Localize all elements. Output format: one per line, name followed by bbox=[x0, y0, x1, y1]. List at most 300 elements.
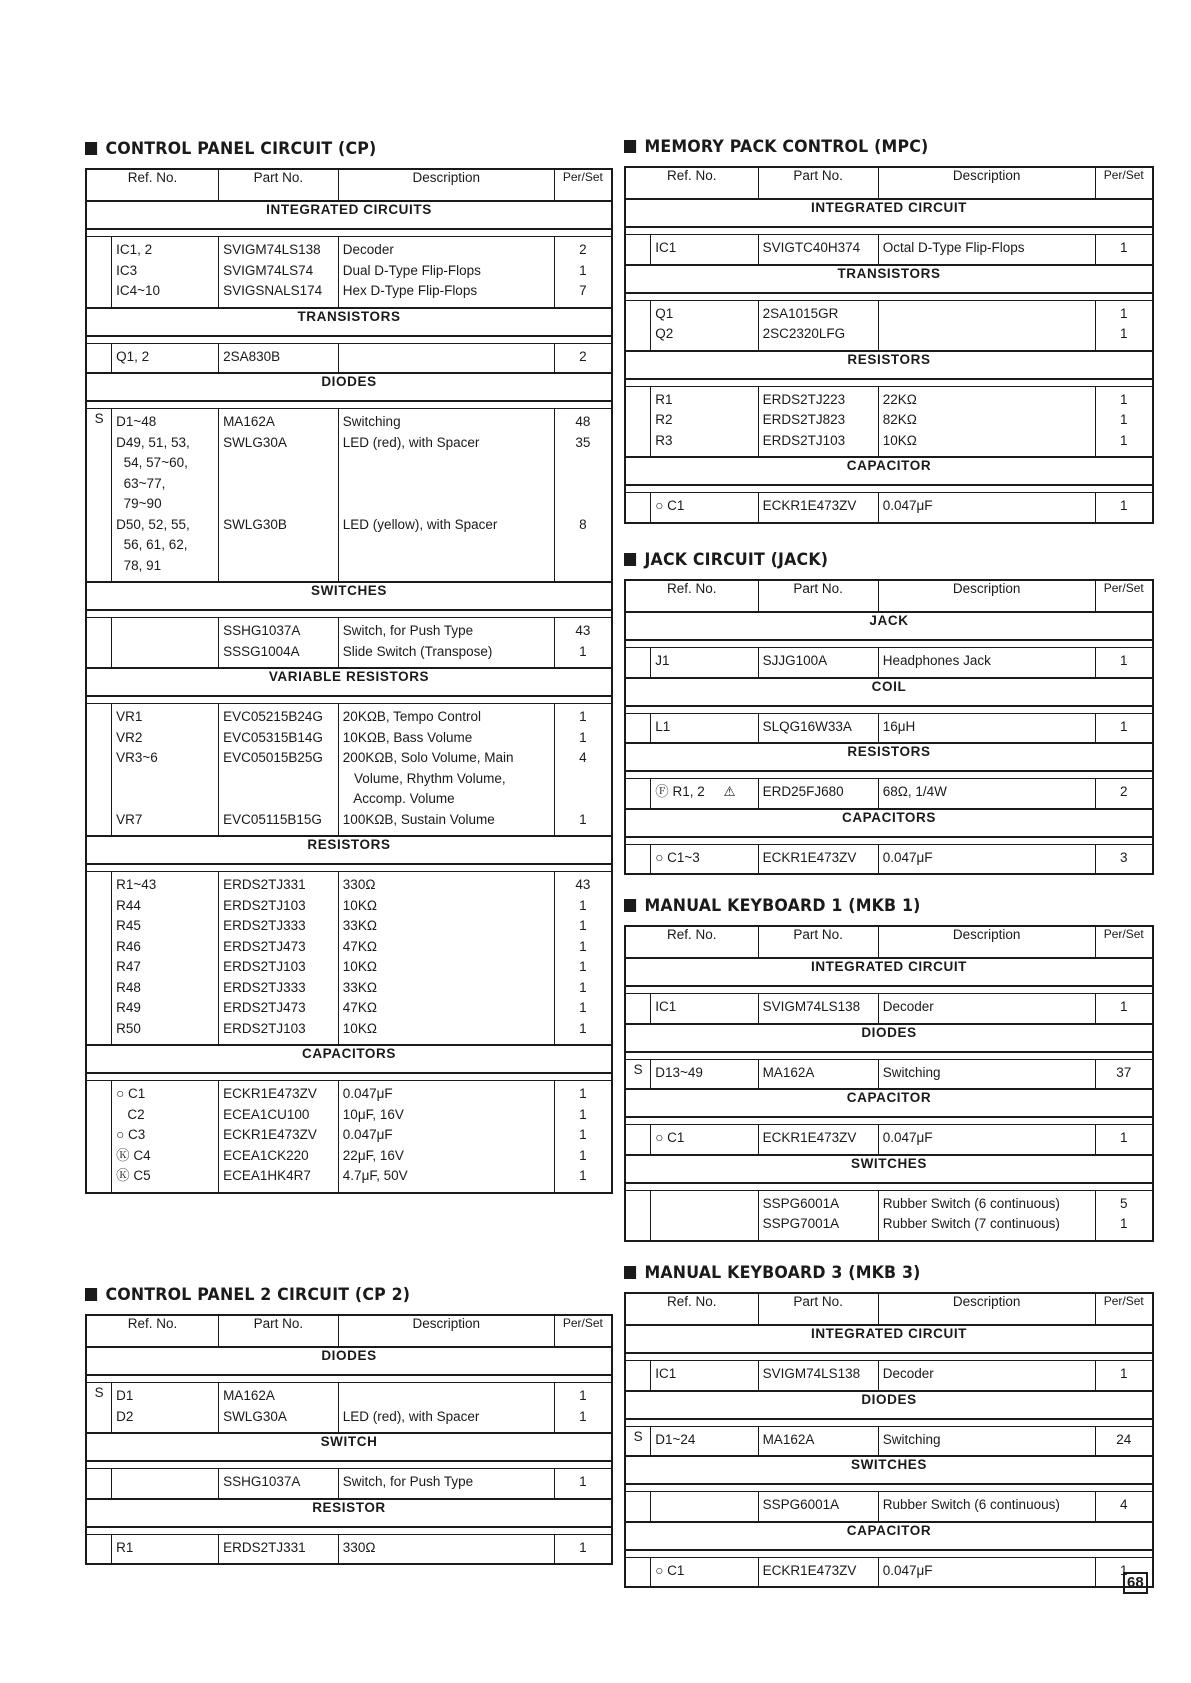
category-row bbox=[625, 743, 1153, 771]
gap-row bbox=[86, 696, 612, 704]
per-set-line: 48 bbox=[575, 414, 591, 429]
per-set-line: 1 bbox=[1120, 653, 1128, 668]
gap-row bbox=[86, 1461, 612, 1469]
ref-line: IC1 bbox=[655, 999, 677, 1014]
part-no-line: SVIGSNALS174 bbox=[223, 283, 323, 298]
category-label: SWITCHES bbox=[625, 1456, 1153, 1484]
mark-symbol bbox=[626, 1191, 650, 1212]
description-cell bbox=[878, 779, 1095, 809]
ref-cell bbox=[651, 1125, 758, 1155]
ref-cell bbox=[651, 994, 758, 1024]
description-line: Headphones Jack bbox=[882, 653, 991, 668]
part-group-row bbox=[625, 1492, 1153, 1522]
mark-cell bbox=[86, 343, 112, 373]
part-no-line: ECKR1E473ZV bbox=[223, 1086, 317, 1101]
part-group-row bbox=[625, 1361, 1153, 1391]
per-set-line: 1 bbox=[579, 959, 587, 974]
mark-symbol bbox=[626, 648, 650, 669]
part-group-row bbox=[86, 1469, 612, 1499]
part-group-row bbox=[625, 1426, 1153, 1456]
ref-line: R2 bbox=[655, 412, 673, 427]
part-no-cell bbox=[758, 1557, 878, 1587]
gap-row bbox=[625, 293, 1153, 301]
ref-line: D1 bbox=[116, 1388, 134, 1403]
mark-cell bbox=[625, 1557, 651, 1587]
description-line: 10KΩ bbox=[882, 432, 917, 448]
per-set-line: 1 bbox=[1120, 498, 1128, 513]
category-row bbox=[86, 308, 612, 336]
category-row bbox=[86, 1045, 612, 1073]
mark-symbol bbox=[626, 1558, 650, 1579]
ref-line bbox=[116, 789, 218, 810]
category-row bbox=[86, 1433, 612, 1461]
description-cell bbox=[338, 409, 554, 583]
gap-row bbox=[625, 640, 1153, 648]
description-line: 100KΩB, Sustain Volume bbox=[342, 811, 495, 827]
description-cell bbox=[878, 1492, 1095, 1522]
per-set-line: 2 bbox=[1120, 784, 1128, 799]
mark-symbol bbox=[626, 493, 650, 514]
ref-cell bbox=[651, 1557, 758, 1587]
bullet-square-icon bbox=[624, 140, 636, 153]
description-line: Rubber Switch (7 continuous) bbox=[882, 1216, 1060, 1231]
category-label: DIODES bbox=[625, 1391, 1153, 1419]
per-set-line: 37 bbox=[1116, 1064, 1132, 1080]
part-no-cell bbox=[219, 1534, 339, 1564]
part-no-line: SVIGTC40H374 bbox=[762, 240, 861, 255]
section-title-text: CONTROL PANEL 2 CIRCUIT (CP 2) bbox=[105, 1285, 411, 1305]
description-cell bbox=[338, 1534, 554, 1564]
per-set-cell bbox=[554, 1383, 612, 1434]
category-row bbox=[625, 1522, 1153, 1550]
gap-row bbox=[625, 485, 1153, 493]
header-description: Description bbox=[878, 926, 1095, 958]
section-jack-circuit bbox=[624, 547, 1154, 875]
ref-cell bbox=[651, 300, 758, 351]
description-line: Octal D-Type Flip-Flops bbox=[882, 240, 1025, 255]
category-row bbox=[625, 678, 1153, 706]
parts-table bbox=[85, 1314, 613, 1565]
description-line: LED (red), with Spacer bbox=[342, 1408, 480, 1424]
mark-cell bbox=[625, 779, 651, 809]
section-memory-pack-control bbox=[624, 134, 1154, 524]
part-no-cell bbox=[219, 343, 339, 373]
part-no-line: SJJG100A bbox=[762, 653, 828, 668]
description-line: 0.047μF bbox=[342, 1127, 393, 1142]
ref-line: ○ C1 bbox=[116, 1086, 146, 1101]
ref-line: VR1 bbox=[116, 709, 143, 724]
mark-cell bbox=[625, 1190, 651, 1241]
description-line: 68Ω, 1/4W bbox=[882, 784, 947, 799]
per-set-line: 1 bbox=[579, 1474, 587, 1489]
bullet-square-icon bbox=[85, 1288, 97, 1301]
category-label: INTEGRATED CIRCUIT bbox=[625, 958, 1153, 986]
description-line: 330Ω bbox=[342, 877, 376, 892]
ref-cell bbox=[112, 1534, 219, 1564]
ref-line bbox=[655, 1495, 757, 1516]
part-group-row bbox=[86, 1081, 612, 1193]
ref-line: Ⓚ C4 bbox=[116, 1147, 151, 1163]
category-label: RESISTORS bbox=[625, 743, 1153, 771]
per-set-line: 8 bbox=[579, 516, 587, 532]
part-no-line: ECKR1E473ZV bbox=[762, 849, 857, 865]
category-row bbox=[625, 457, 1153, 485]
per-set-cell bbox=[554, 237, 612, 308]
ref-line: R46 bbox=[116, 938, 141, 954]
per-set-line: 1 bbox=[579, 643, 587, 659]
per-set-cell bbox=[1095, 1059, 1153, 1089]
mark-cell bbox=[86, 237, 112, 308]
ref-line: 56, 61, 62, bbox=[116, 537, 188, 552]
description-line: Hex D-Type Flip-Flops bbox=[342, 283, 478, 298]
category-row bbox=[625, 1456, 1153, 1484]
per-set-line: 43 bbox=[575, 877, 591, 892]
header-part: Part No. bbox=[758, 926, 878, 958]
ref-line: D50, 52, 55, bbox=[116, 516, 190, 532]
gap-row bbox=[86, 401, 612, 409]
description-cell bbox=[878, 386, 1095, 457]
part-no-line: ERDS2TJ223 bbox=[762, 391, 846, 407]
part-group-row bbox=[625, 994, 1153, 1024]
per-set-cell bbox=[554, 704, 612, 837]
part-group-row bbox=[625, 1190, 1153, 1241]
category-label: CAPACITOR bbox=[625, 1089, 1153, 1117]
gap-row bbox=[625, 1117, 1153, 1125]
per-set-line: 1 bbox=[1120, 432, 1128, 448]
part-no-line: ECEA1CU100 bbox=[223, 1106, 310, 1122]
category-label: SWITCHES bbox=[86, 582, 612, 610]
ref-line: VR7 bbox=[116, 811, 143, 827]
part-no-line: EVC05115B15G bbox=[223, 811, 322, 827]
mark-symbol: S bbox=[94, 1385, 104, 1400]
category-label: DIODES bbox=[86, 373, 612, 401]
ref-line: R3 bbox=[655, 432, 673, 448]
category-label: INTEGRATED CIRCUITS bbox=[86, 201, 612, 229]
part-no-line: ERDS2TJ331 bbox=[223, 877, 306, 892]
part-no-cell bbox=[219, 1383, 339, 1434]
part-no-cell bbox=[758, 1125, 878, 1155]
part-no-line: EVC05315B14G bbox=[223, 729, 323, 745]
mark-cell bbox=[625, 235, 651, 265]
description-cell bbox=[878, 1125, 1095, 1155]
gap-row bbox=[86, 1527, 612, 1535]
category-row bbox=[86, 1347, 612, 1375]
mark-symbol bbox=[87, 618, 111, 639]
ref-line: L1 bbox=[655, 718, 671, 734]
gap-row bbox=[625, 379, 1153, 387]
description-line: 4.7μF, 50V bbox=[342, 1168, 408, 1183]
per-set-cell bbox=[554, 872, 612, 1046]
description-cell bbox=[878, 648, 1095, 678]
per-set-line: 1 bbox=[579, 1086, 587, 1101]
bullet-square-icon bbox=[624, 553, 636, 566]
mark-symbol bbox=[626, 714, 650, 735]
per-set-line bbox=[555, 453, 611, 474]
mark-symbol bbox=[626, 845, 650, 866]
gap-row bbox=[86, 229, 612, 237]
mark-symbol bbox=[626, 1492, 650, 1513]
gap-row bbox=[86, 610, 612, 618]
per-set-line: 1 bbox=[579, 1408, 587, 1424]
mark-symbol bbox=[626, 301, 650, 322]
per-set-cell bbox=[554, 1534, 612, 1564]
gap-row bbox=[625, 1353, 1153, 1361]
page-number: 68 bbox=[1123, 1572, 1148, 1594]
part-no-line: SVIGM74LS138 bbox=[762, 1366, 861, 1381]
header-per-set: Per/Set bbox=[1095, 167, 1153, 199]
mark-cell bbox=[625, 1059, 651, 1089]
mark-cell bbox=[625, 648, 651, 678]
description-cell bbox=[878, 1557, 1095, 1587]
ref-line: J1 bbox=[655, 653, 670, 668]
category-row bbox=[625, 199, 1153, 227]
per-set-cell bbox=[1095, 1125, 1153, 1155]
part-no-line: SLQG16W33A bbox=[762, 718, 852, 734]
ref-cell bbox=[651, 1361, 758, 1391]
per-set-cell bbox=[1095, 844, 1153, 874]
section-title bbox=[624, 547, 1117, 573]
description-line: 10KΩ bbox=[342, 897, 377, 913]
mark-symbol bbox=[87, 872, 111, 893]
ref-line: Q2 bbox=[655, 326, 674, 341]
per-set-line: 1 bbox=[1120, 1366, 1128, 1381]
mark-cell bbox=[625, 1492, 651, 1522]
mark-symbol bbox=[626, 779, 650, 800]
per-set-line: 1 bbox=[1120, 412, 1128, 427]
part-no-line: ERDS2TJ333 bbox=[223, 918, 306, 933]
ref-cell bbox=[651, 844, 758, 874]
ref-cell bbox=[651, 1059, 758, 1089]
part-no-cell bbox=[758, 1426, 878, 1456]
header-ref: Ref. No. bbox=[625, 167, 758, 199]
part-no-cell bbox=[758, 235, 878, 265]
gap-row bbox=[625, 986, 1153, 994]
gap-row bbox=[86, 1073, 612, 1081]
description-line bbox=[883, 324, 1095, 345]
ref-line: 63~77, bbox=[116, 475, 166, 491]
part-no-line bbox=[223, 556, 338, 577]
section-control-panel-2 bbox=[85, 1282, 613, 1565]
gap-row bbox=[625, 1052, 1153, 1060]
ref-line: C2 bbox=[116, 1106, 145, 1122]
mark-cell bbox=[86, 1534, 112, 1564]
description-cell bbox=[338, 1383, 554, 1434]
section-title bbox=[624, 893, 1117, 919]
per-set-cell bbox=[554, 1469, 612, 1499]
parts-table bbox=[624, 579, 1154, 875]
per-set-cell bbox=[1095, 493, 1153, 523]
mark-symbol: S bbox=[633, 1061, 643, 1077]
part-no-line: SWLG30A bbox=[223, 434, 287, 450]
per-set-line: 2 bbox=[579, 242, 587, 257]
per-set-line: 1 bbox=[1120, 326, 1128, 341]
part-no-line: ECKR1E473ZV bbox=[762, 1562, 857, 1578]
category-row bbox=[86, 836, 612, 864]
category-row bbox=[625, 1391, 1153, 1419]
per-set-cell bbox=[554, 618, 612, 669]
part-no-line: 2SA830B bbox=[223, 348, 281, 364]
category-label: DIODES bbox=[86, 1347, 612, 1375]
ref-line: R44 bbox=[116, 897, 141, 913]
part-no-line: ERDS2TJ823 bbox=[762, 412, 846, 427]
mark-cell bbox=[625, 713, 651, 743]
description-line: Switch, for Push Type bbox=[342, 1474, 474, 1489]
description-line: 330Ω bbox=[342, 1539, 376, 1555]
description-cell bbox=[338, 343, 554, 373]
part-no-line: ERDS2TJ333 bbox=[223, 979, 306, 995]
section-title-text: MEMORY PACK CONTROL (MPC) bbox=[644, 137, 929, 157]
ref-line: IC3 bbox=[116, 262, 138, 278]
mark-symbol bbox=[87, 1469, 111, 1490]
part-no-cell bbox=[758, 779, 878, 809]
per-set-line: 1 bbox=[579, 262, 587, 278]
per-set-line: 1 bbox=[1120, 240, 1128, 255]
category-row bbox=[86, 668, 612, 696]
per-set-line: 4 bbox=[579, 750, 587, 765]
part-no-line: SSSG1004A bbox=[223, 643, 300, 659]
per-set-line: 1 bbox=[579, 1127, 587, 1142]
section-title-text: CONTROL PANEL CIRCUIT (CP) bbox=[105, 139, 377, 159]
per-set-line bbox=[555, 556, 611, 577]
mark-cell bbox=[625, 386, 651, 457]
mark-cell bbox=[625, 994, 651, 1024]
description-line: 47KΩ bbox=[342, 1000, 377, 1015]
description-line bbox=[343, 1386, 554, 1407]
description-cell bbox=[338, 704, 554, 837]
parts-table bbox=[624, 1292, 1154, 1588]
header-per-set: Per/Set bbox=[1095, 926, 1153, 958]
ref-cell bbox=[112, 343, 219, 373]
per-set-line bbox=[555, 535, 611, 556]
category-row bbox=[625, 1024, 1153, 1052]
per-set-line: 1 bbox=[1120, 391, 1128, 407]
per-set-line: 24 bbox=[1116, 1431, 1132, 1447]
header-row bbox=[625, 1293, 1153, 1325]
per-set-line: 1 bbox=[579, 1106, 587, 1122]
mark-cell bbox=[625, 1361, 651, 1391]
part-no-line: 2SC2320LFG bbox=[762, 326, 846, 341]
per-set-cell bbox=[1095, 648, 1153, 678]
per-set-line: 4 bbox=[1120, 1497, 1128, 1512]
mark-cell bbox=[625, 1125, 651, 1155]
category-label: COIL bbox=[625, 678, 1153, 706]
per-set-cell bbox=[554, 343, 612, 373]
ref-cell bbox=[112, 1469, 219, 1499]
part-no-cell bbox=[219, 409, 339, 583]
header-row bbox=[625, 926, 1153, 958]
part-no-cell bbox=[219, 704, 339, 837]
category-label: CAPACITORS bbox=[86, 1045, 612, 1073]
part-group-row bbox=[86, 618, 612, 669]
category-label: SWITCHES bbox=[625, 1155, 1153, 1183]
description-line: 33KΩ bbox=[342, 979, 377, 995]
ref-line: Q1 bbox=[655, 305, 674, 321]
description-line: 0.047μF bbox=[882, 849, 933, 865]
category-label: INTEGRATED CIRCUIT bbox=[625, 1325, 1153, 1353]
description-line bbox=[343, 347, 554, 368]
part-no-line: SSPG7001A bbox=[762, 1216, 840, 1231]
description-line: Rubber Switch (6 continuous) bbox=[882, 1497, 1060, 1512]
part-no-line: SSPG6001A bbox=[762, 1497, 840, 1512]
description-line: 10KΩ bbox=[342, 1020, 377, 1036]
part-no-cell bbox=[758, 1059, 878, 1089]
part-group-row bbox=[625, 844, 1153, 874]
category-row bbox=[86, 201, 612, 229]
category-row bbox=[86, 373, 612, 401]
gap-row bbox=[625, 1183, 1153, 1191]
per-set-cell bbox=[1095, 713, 1153, 743]
header-row bbox=[625, 580, 1153, 612]
description-line: Slide Switch (Transpose) bbox=[342, 643, 493, 659]
per-set-cell bbox=[1095, 300, 1153, 351]
header-description: Description bbox=[878, 1293, 1095, 1325]
part-no-line: SSHG1037A bbox=[223, 623, 301, 638]
part-no-line bbox=[223, 535, 338, 556]
ref-cell bbox=[112, 618, 219, 669]
mark-symbol bbox=[87, 344, 111, 365]
description-line: 0.047μF bbox=[342, 1086, 393, 1101]
header-description: Description bbox=[338, 169, 554, 201]
per-set-cell bbox=[554, 409, 612, 583]
ref-cell bbox=[651, 493, 758, 523]
part-group-row bbox=[625, 1125, 1153, 1155]
description-line: Dual D-Type Flip-Flops bbox=[342, 262, 481, 278]
gap-row bbox=[625, 837, 1153, 845]
mark-symbol bbox=[87, 1535, 111, 1556]
per-set-cell bbox=[554, 1081, 612, 1193]
header-part: Part No. bbox=[758, 1293, 878, 1325]
part-no-cell bbox=[758, 386, 878, 457]
ref-line: 79~90 bbox=[116, 496, 162, 511]
part-no-cell bbox=[219, 618, 339, 669]
ref-line bbox=[116, 621, 218, 642]
header-row bbox=[625, 167, 1153, 199]
description-line: 200KΩB, Solo Volume, Main bbox=[342, 750, 514, 765]
description-line: Switching bbox=[342, 414, 401, 429]
ref-line: VR3~6 bbox=[116, 750, 158, 765]
part-group-row bbox=[625, 386, 1153, 457]
per-set-line bbox=[555, 494, 611, 515]
per-set-line: 1 bbox=[579, 1539, 587, 1555]
per-set-line: 1 bbox=[1120, 305, 1128, 321]
part-no-line: EVC05215B24G bbox=[223, 709, 323, 724]
part-no-line: ECKR1E473ZV bbox=[762, 1130, 857, 1145]
category-row bbox=[86, 582, 612, 610]
mark-symbol bbox=[626, 235, 650, 256]
header-part: Part No. bbox=[219, 1315, 339, 1347]
description-cell bbox=[878, 493, 1095, 523]
ref-line: R50 bbox=[116, 1020, 141, 1036]
ref-line: ○ C3 bbox=[116, 1127, 146, 1142]
description-cell bbox=[878, 1059, 1095, 1089]
parts-table bbox=[624, 166, 1154, 524]
per-set-cell bbox=[1095, 1426, 1153, 1456]
part-no-line: SSHG1037A bbox=[223, 1474, 301, 1489]
ref-line: 54, 57~60, bbox=[116, 455, 188, 470]
mark-cell bbox=[86, 1469, 112, 1499]
part-group-row bbox=[86, 343, 612, 373]
gap-row bbox=[625, 1419, 1153, 1427]
description-line bbox=[343, 453, 554, 474]
ref-line: D2 bbox=[116, 1408, 134, 1424]
part-no-line bbox=[223, 789, 338, 810]
per-set-line: 1 bbox=[579, 811, 587, 827]
part-no-cell bbox=[758, 648, 878, 678]
part-no-line: SWLG30B bbox=[223, 516, 287, 532]
ref-line: D1~48 bbox=[116, 414, 157, 429]
per-set-line: 1 bbox=[1120, 1130, 1128, 1145]
mark-cell bbox=[86, 618, 112, 669]
